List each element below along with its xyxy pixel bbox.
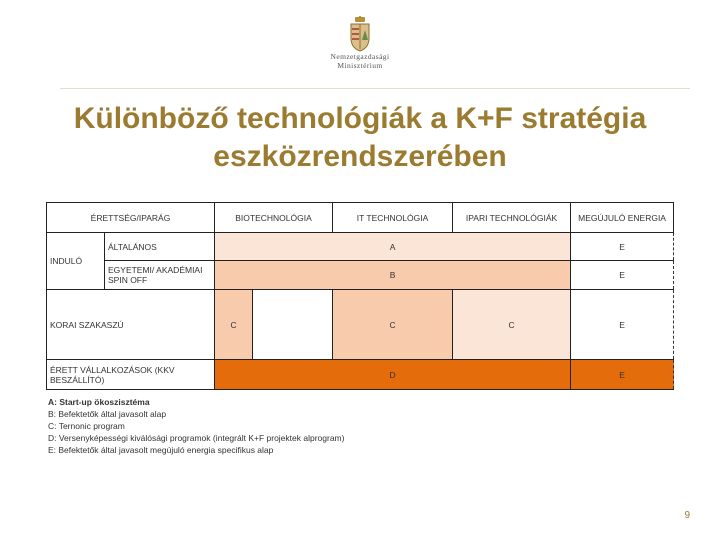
cell-b: B (215, 261, 571, 290)
title-line-2: eszközrendszerében (213, 140, 507, 173)
row-label-korai: KORAI SZAKASZÚ (47, 290, 215, 360)
legend-item: B: Befektetők által javasolt alap (48, 409, 167, 419)
row-label-erett: ÉRETT VÁLLALKOZÁSOK (KKV BESZÁLLÍTÓ) (47, 360, 215, 390)
title-line-1: Különböző technológiák a K+F stratégia (73, 102, 647, 135)
cell-c-bio: C (215, 290, 253, 360)
legend-item: A: Start-up ökoszisztéma (48, 397, 150, 407)
table-header-row (47, 203, 674, 233)
col-header-energy: MEGÚJULÓ ENERGIA (571, 203, 674, 233)
row-label-egyetemi: EGYETEMI/ AKADÉMIAI SPIN OFF (105, 261, 215, 290)
cell-empty (253, 290, 333, 360)
row-label-altalanos: ÁLTALÁNOS (105, 233, 215, 261)
ministry-logo (300, 16, 420, 86)
legend-item: C: Ternonic program (48, 421, 125, 431)
ministry-name-line2: Minisztérium (337, 61, 383, 70)
hungarian-coat-of-arms-icon (347, 16, 373, 52)
legend (48, 396, 344, 456)
cell-e-1: E (571, 233, 674, 261)
page-number: 9 (684, 510, 690, 521)
strategy-table (46, 202, 674, 390)
legend-item: E: Befektetők által javasolt megújuló energia specifikus alap (48, 445, 274, 455)
cell-d: D (215, 360, 571, 390)
cell-e-3: E (571, 290, 674, 360)
legend-item: D: Versenyképességi kiválósági programok (integrált K+F projektek alprogram) (48, 433, 345, 443)
slide-title (40, 100, 680, 176)
cell-a: A (215, 233, 571, 261)
ministry-name-line1: Nemzetgazdasági (330, 52, 390, 61)
header-divider (60, 88, 690, 89)
col-header-bio: BIOTECHNOLÓGIA (215, 203, 333, 233)
cell-e-2: E (571, 261, 674, 290)
cell-e-4: E (571, 360, 674, 390)
col-header-it: IT TECHNOLÓGIA (333, 203, 453, 233)
row-label-indulo: INDULÓ (47, 233, 105, 290)
cell-c-it: C (333, 290, 453, 360)
table-row (47, 261, 674, 290)
corner-header: ÉRETTSÉG/IPARÁG (47, 203, 215, 233)
table-row (47, 233, 674, 261)
cell-c-ipari: C (453, 290, 571, 360)
table-row (47, 290, 674, 360)
col-header-ipari: IPARI TECHNOLÓGIÁK (453, 203, 571, 233)
table-row (47, 360, 674, 390)
